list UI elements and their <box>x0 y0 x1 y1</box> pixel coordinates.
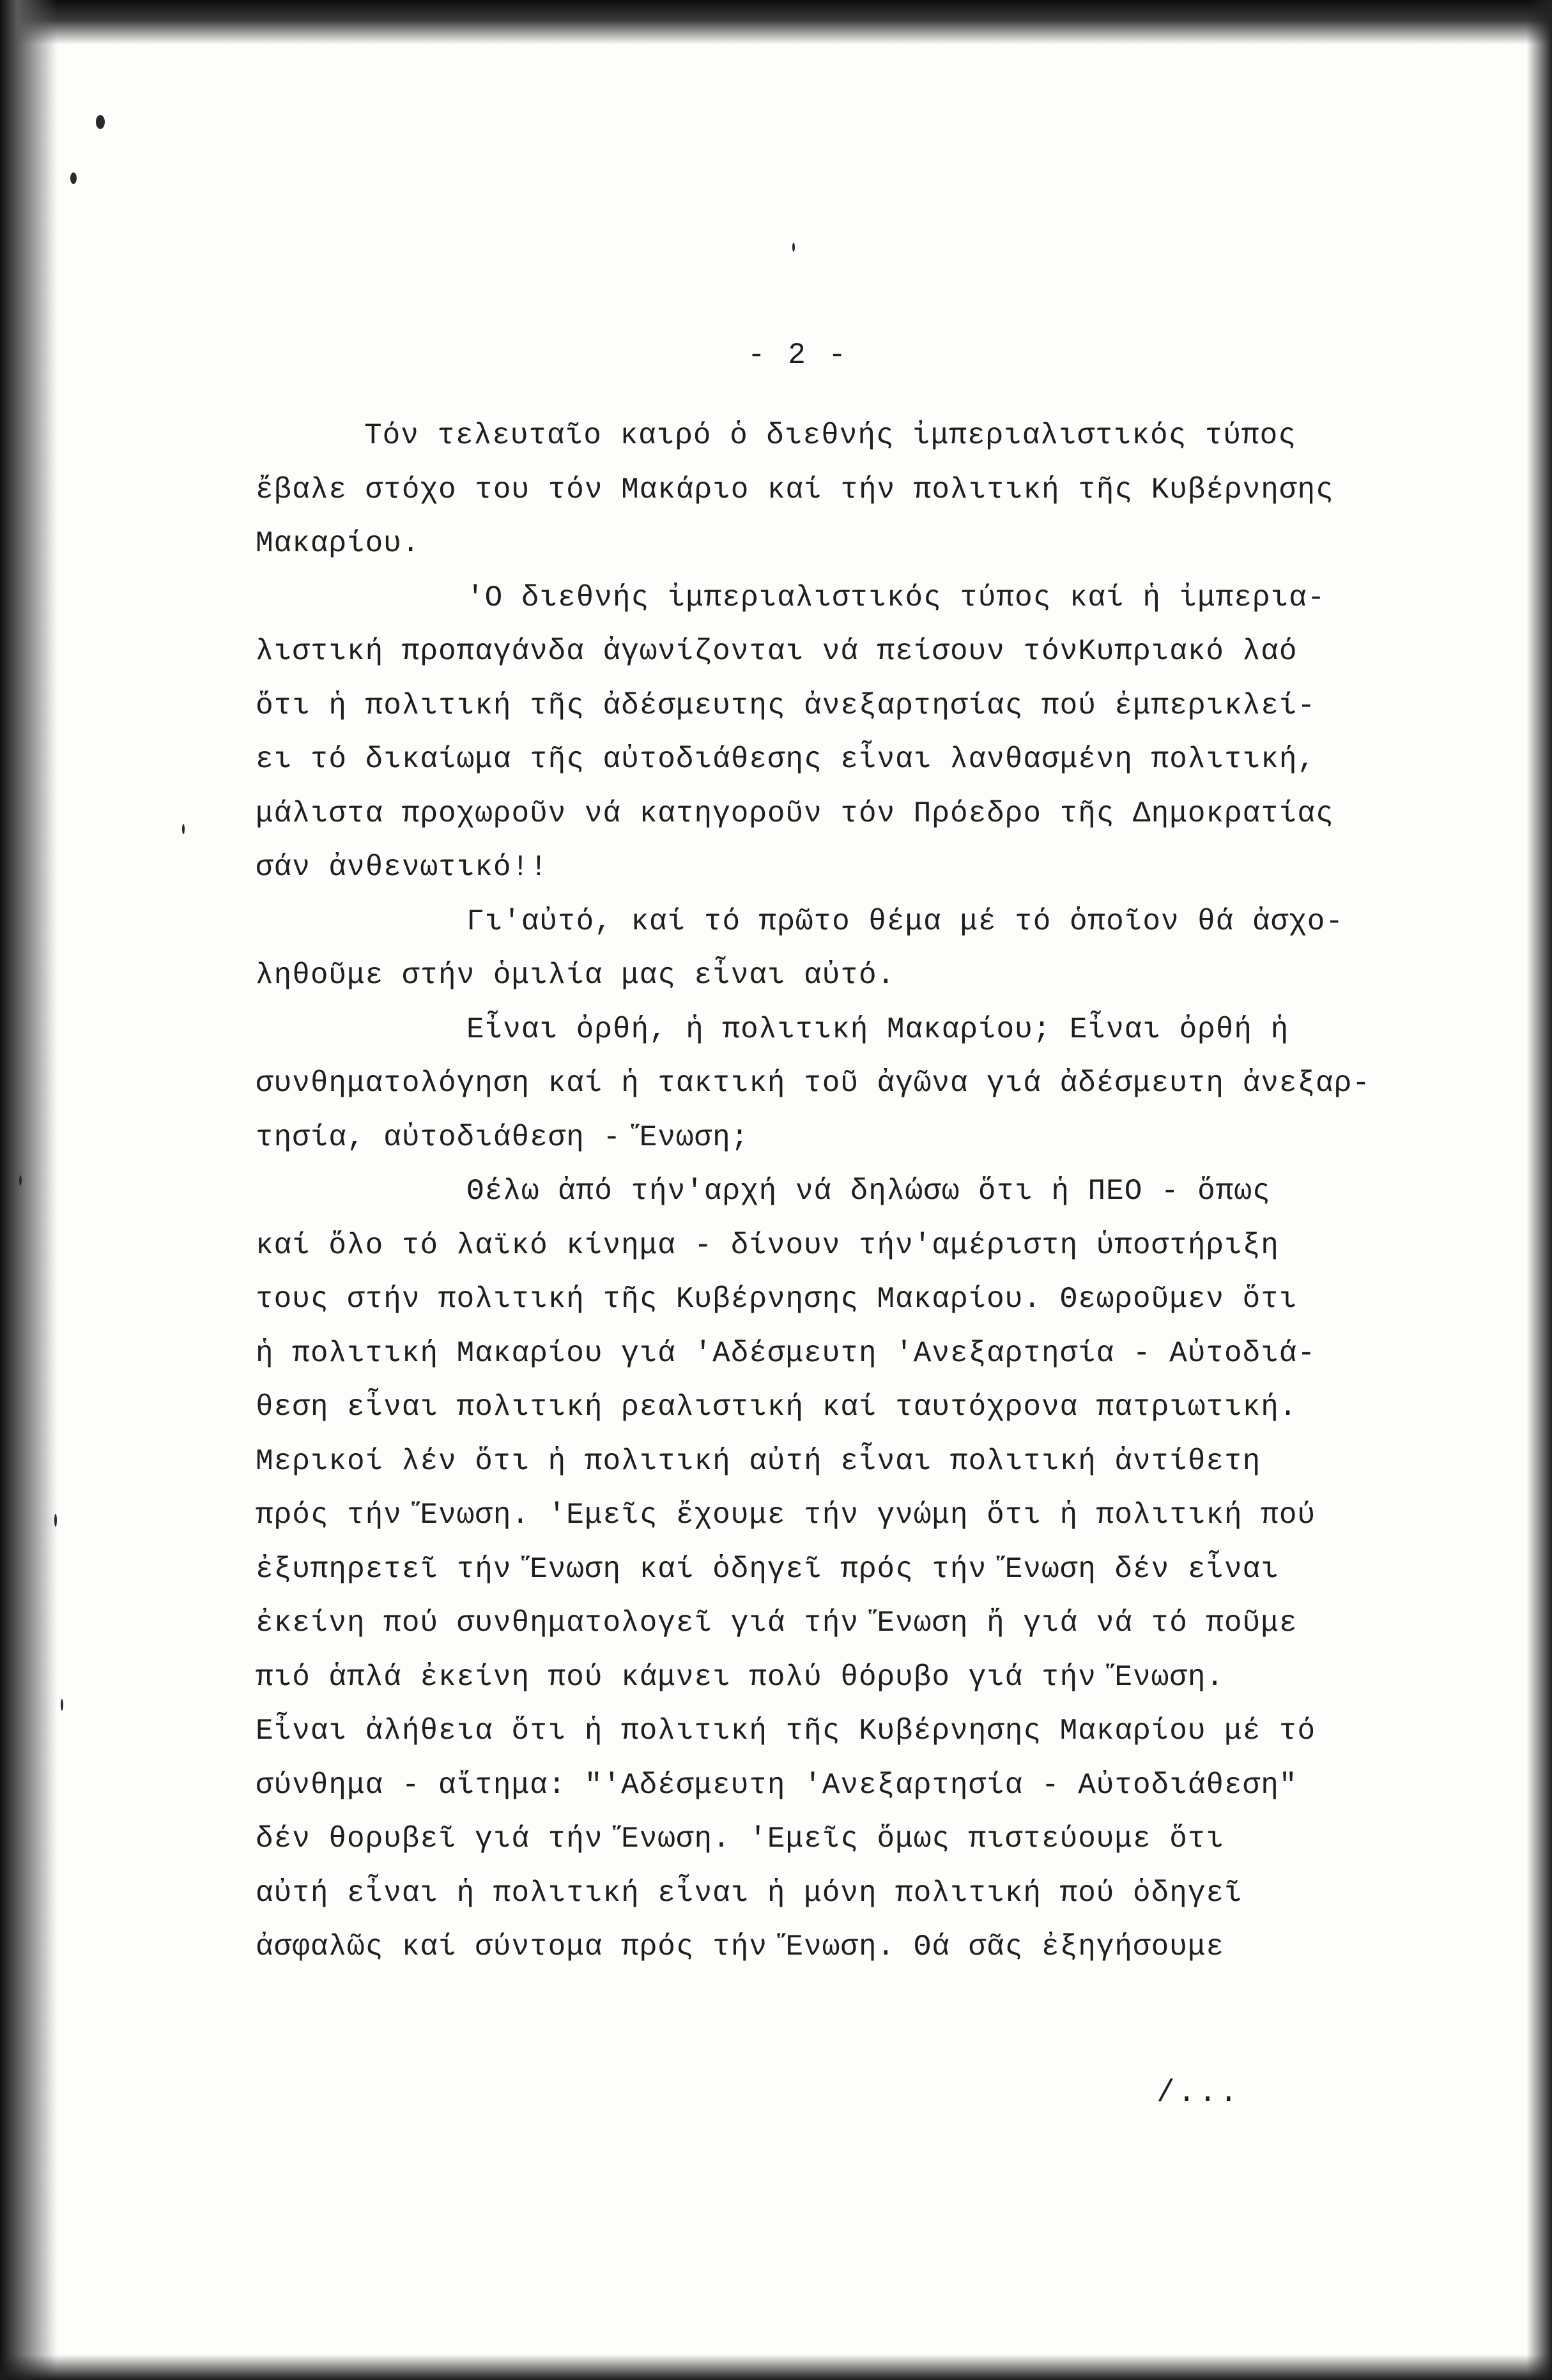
text-line: σάν ἀνθενωτικό!! <box>256 851 548 884</box>
scan-edge-left <box>0 0 58 2380</box>
text-line: Θέλω ἀπό τήν'αρχή νά δηλώσω ὅτι ἡ ΠΕΟ - ὅπως <box>466 1175 1271 1208</box>
text-line: ἐκείνη πού συνθηματολογεῖ γιά τήν Ἕνωση ἤ γιά νά τό ποῦμε <box>256 1606 1298 1640</box>
text-line: συνθηματολόγηση καί ἡ τακτική τοῦ ἀγῶνα γιά ἀδέσμευτη ἀνεξαρ- <box>256 1067 1371 1100</box>
text-line: ἀσφαλῶς καί σύντομα πρός τήν Ἕνωση. Θά σᾶς ἐξηγήσουμε <box>256 1930 1225 1964</box>
page-number: - 2 - <box>748 339 849 372</box>
text-line: Γι'αὐτό, καί τό πρῶτο θέμα μέ τό ὁποῖον θά ἀσχο- <box>466 904 1344 938</box>
text-line: Τόν τελευταῖο καιρό ὁ διεθνής ἰμπεριαλιστικός τύπος <box>364 419 1296 452</box>
scan-speck <box>792 243 795 252</box>
text-line: 'Ο διεθνής ἰμπεριαλιστικός τύπος καί ἡ ἰμπερια- <box>466 581 1326 614</box>
text-line: ὅτι ἡ πολιτική τῆς ἀδέσμευτης ἀνεξαρτησίας πού ἐμπερικλεί- <box>256 689 1316 722</box>
scan-speck <box>54 1514 57 1527</box>
text-line: πρός τήν Ἕνωση. 'Εμεῖς ἔχουμε τήν γνώμη ὅτι ἡ πολιτική πού <box>256 1499 1316 1532</box>
text-line: ει τό δικαίωμα τῆς αὐτοδιάθεσης εἶναι λανθασμένη πολιτική, <box>256 743 1316 776</box>
scan-speck <box>182 824 185 834</box>
text-line: δέν θορυβεῖ γιά τήν Ἕνωση. 'Εμεῖς ὅμως πιστεύουμε ὅτι <box>256 1822 1225 1856</box>
text-line: ἔβαλε στόχο του τόν Μακάριο καί τήν πολιτική τῆς Κυβέρνησης <box>256 473 1334 507</box>
scan-edge-right <box>1526 0 1552 2380</box>
typed-text-body <box>256 409 1457 1974</box>
scan-edge-top <box>0 0 1552 45</box>
text-line: ἡ πολιτική Μακαρίου γιά 'Αδέσμευτη 'Ανεξαρτησία - Αὐτοδιά- <box>256 1336 1316 1370</box>
continuation-mark: /... <box>1156 2076 1241 2110</box>
text-line: μάλιστα προχωροῦν νά κατηγοροῦν τόν Πρόεδρο τῆς Δημοκρατίας <box>256 797 1334 830</box>
text-line: ἐξυπηρετεῖ τήν Ἕνωση καί ὁδηγεῖ πρός τήν Ἕνωση δέν εἶναι <box>256 1552 1279 1586</box>
scan-speck <box>61 1699 63 1711</box>
scan-speck <box>96 115 105 129</box>
text-line: ληθοῦμε στήν ὁμιλία μας εἶναι αὐτό. <box>256 959 896 992</box>
text-line: Μακαρίου. <box>256 527 420 560</box>
scan-speck <box>19 1175 22 1186</box>
text-line: τους στήν πολιτική τῆς Κυβέρνησης Μακαρίου. Θεωροῦμεν ὅτι <box>256 1283 1298 1316</box>
text-line: λιστική προπαγάνδα ἀγωνίζονται νά πείσουν τόνΚυπριακό λαό <box>256 635 1298 668</box>
scan-edge-bottom <box>0 2354 1552 2380</box>
text-line: τησία, αὐτοδιάθεση - Ἕνωση; <box>256 1120 749 1154</box>
scan-speck <box>70 172 77 184</box>
text-line: Εἶναι ὀρθή, ἡ πολιτική Μακαρίου; Εἶναι ὀρθή ἡ <box>466 1012 1289 1046</box>
text-line: πιό ἁπλά ἐκείνη πού κάμνει πολύ θόρυβο γιά τήν Ἕνωση. <box>256 1660 1225 1694</box>
text-line: αὐτή εἶναι ἡ πολιτική εἶναι ἡ μόνη πολιτική πού ὁδηγεῖ <box>256 1876 1243 1910</box>
text-line: Εἶναι ἀλήθεια ὅτι ἡ πολιτική τῆς Κυβέρνησης Μακαρίου μέ τό <box>256 1714 1316 1748</box>
text-line: σύνθημα - αἴτημα: "'Αδέσμευτη 'Ανεξαρτησία - Αὐτοδιάθεση" <box>256 1768 1298 1802</box>
text-line: Μερικοί λέν ὅτι ἡ πολιτική αὐτή εἶναι πολιτική ἀντίθετη <box>256 1444 1261 1478</box>
text-line: καί ὅλο τό λαϊκό κίνημα - δίνουν τήν'αμέριστη ὑποστήριξη <box>256 1228 1279 1262</box>
text-line: θεση εἶναι πολιτική ρεαλιστική καί ταυτόχρονα πατριωτική. <box>256 1391 1298 1424</box>
